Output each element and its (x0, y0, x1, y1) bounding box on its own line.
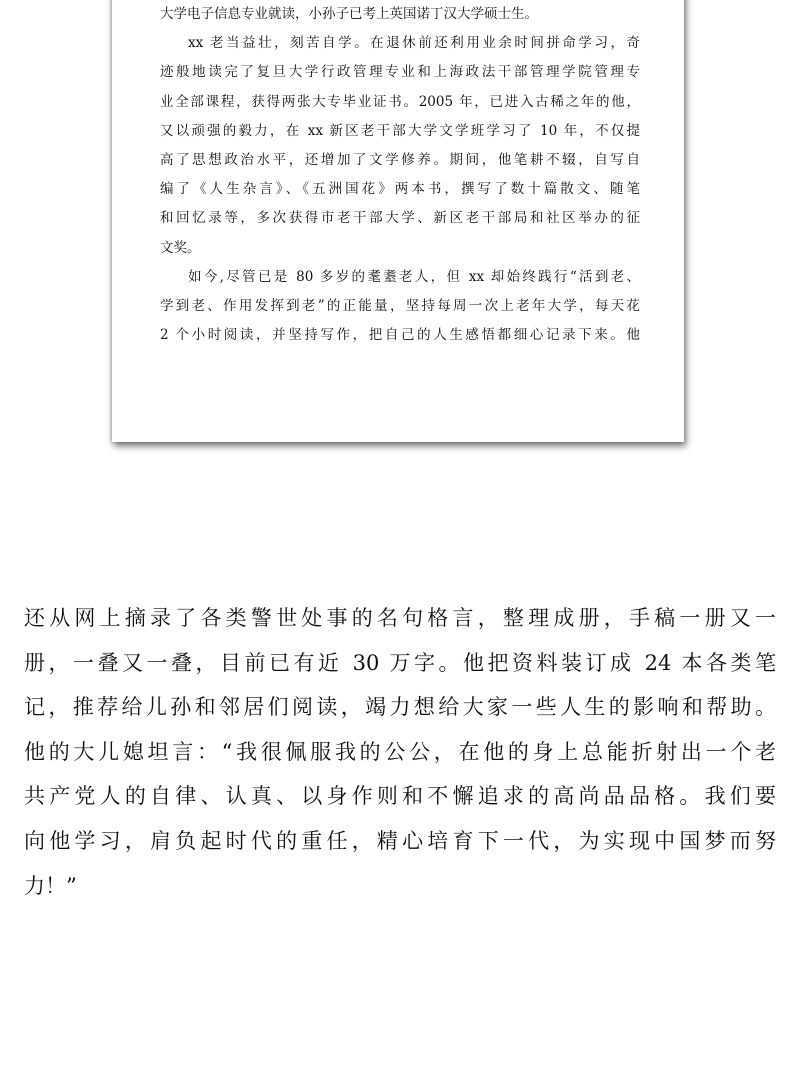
paragraph-line: 学到老、作用发挥到老”的正能量，坚持每周一次上老年大学，每天花 (160, 297, 640, 314)
paragraph-line: 大学电子信息专业就读，小孙子已考上英国诺丁汉大学硕士生。 (160, 6, 538, 22)
document-page-text (160, 0, 640, 350)
paragraph-line: 和回忆录等，多次获得市老干部大学、新区老干部局和社区举办的征 (160, 210, 640, 227)
body-line: 共产党人的自律、认真、以身作则和不懈追求的高尚品品格。我们要 (24, 784, 776, 809)
body-line: 力！” (24, 873, 77, 898)
paragraph-line: 业全部课程，获得两张大专毕业证书。2005 年，已进入古稀之年的他， (160, 93, 640, 110)
body-line: 册，一叠又一叠，目前已有近 30 万字。他把资料装订成 24 本各类笔 (24, 650, 776, 675)
paragraph-line: 2 个小时阅读，并坚持写作，把自己的人生感悟都细心记录下来。他 (160, 327, 640, 344)
paragraph-line: 高了思想政治水平，还增加了文学修养。期间，他笔耕不辍，自写自 (160, 151, 640, 168)
paragraph-line: 又以顽强的毅力，在 xx 新区老干部大学文学班学习了 10 年，不仅提 (160, 122, 640, 139)
body-line: 向他学习，肩负起时代的重任，精心培育下一代，为实现中国梦而努 (24, 828, 776, 853)
paragraph-line: 迹般地读完了复旦大学行政管理专业和上海政法干部管理学院管理专 (160, 64, 640, 81)
body-line: 记，推荐给儿孙和邻居们阅读，竭力想给大家一些人生的影响和帮助。 (24, 695, 776, 720)
paragraph-line: 文奖。 (160, 239, 201, 256)
paragraph-line: 编了《人生杂言》、《五洲国花》两本书，撰写了数十篇散文、随笔 (160, 181, 640, 198)
paragraph-line: xx 老当益壮，刻苦自学。在退休前还利用业余时间拼命学习，奇 (188, 35, 640, 52)
body-line: 还从网上摘录了各类警世处事的名句格言，整理成册，手稿一册又一 (24, 606, 776, 630)
paragraph-line: 如今,尽管已是 80 多岁的耄耋老人，但 xx 却始终践行“活到老、 (188, 268, 640, 285)
body-paragraph (24, 596, 776, 908)
body-line: 他的大儿媳坦言：“我很佩服我的公公，在他的身上总能折射出一个老 (24, 739, 776, 764)
